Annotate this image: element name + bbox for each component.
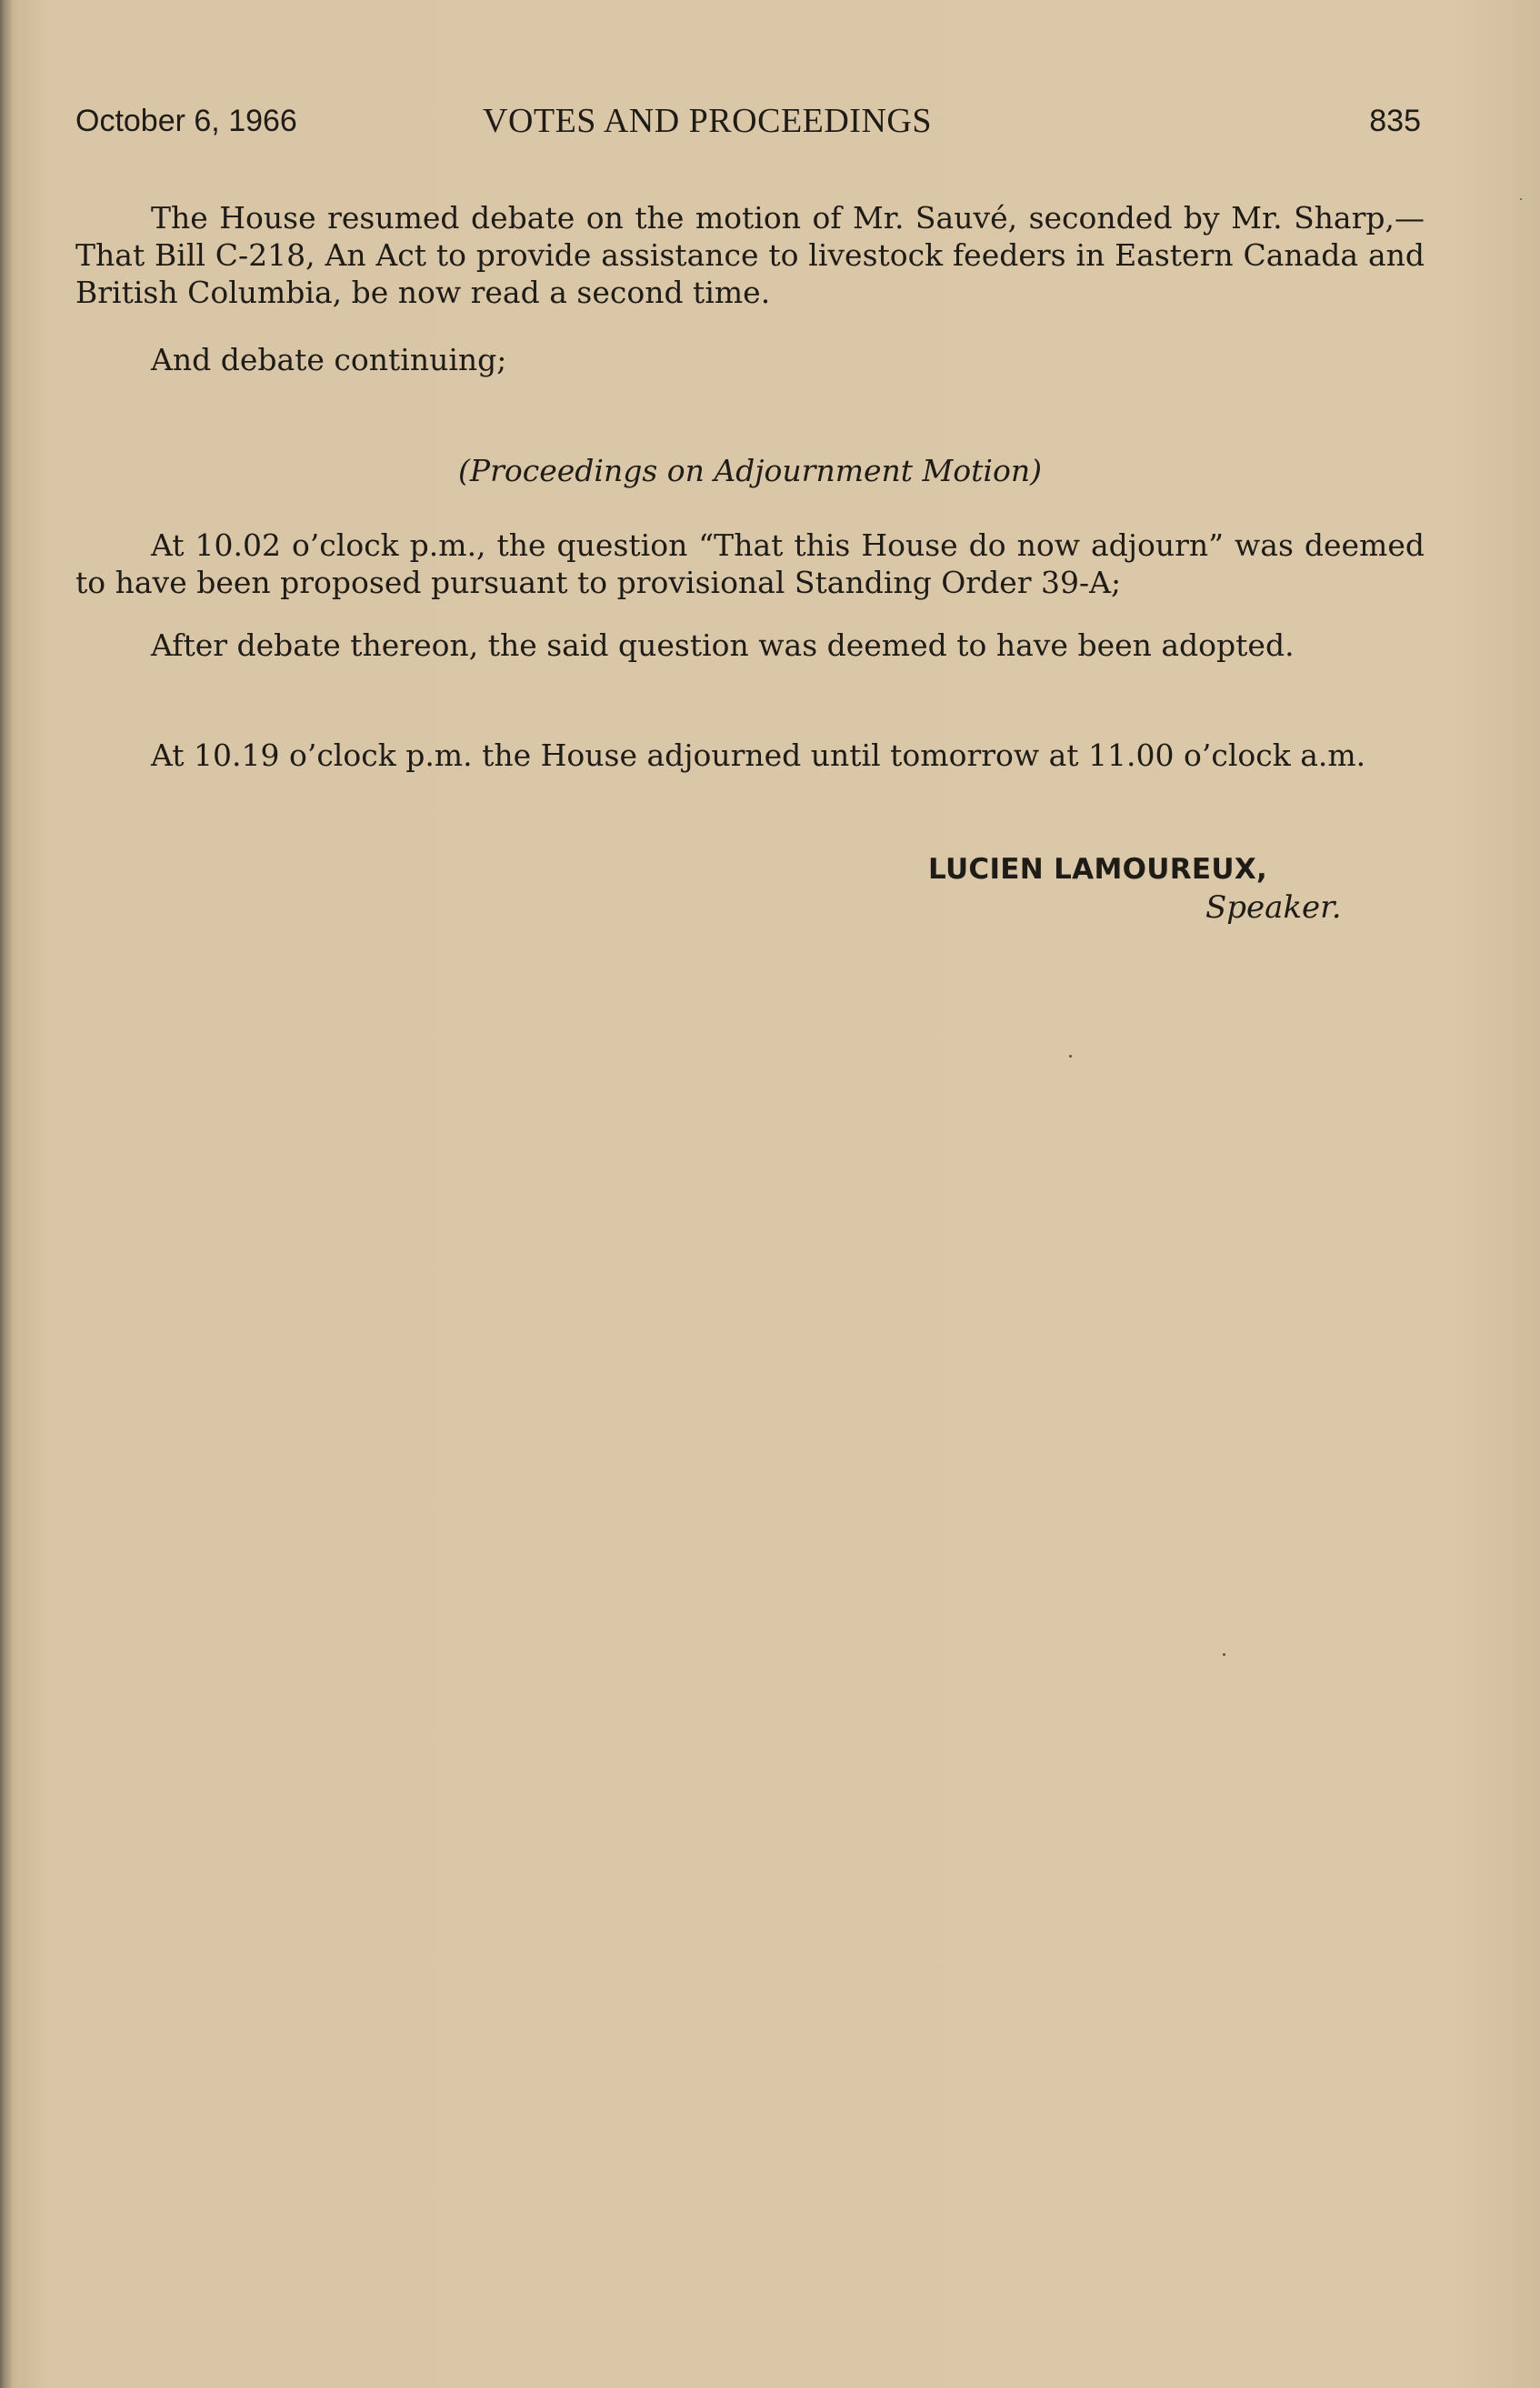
- paragraph-debate-continuing: And debate continuing;: [151, 342, 507, 377]
- header-date: October 6, 1966: [75, 104, 297, 138]
- page-header: [75, 102, 1421, 140]
- speaker-title: Speaker.: [1205, 889, 1342, 926]
- section-heading-adjournment: (Proceedings on Adjournment Motion): [458, 453, 1042, 488]
- paragraph-motion-debate: The House resumed debate on the motion of Mr. Sauvé, seconded by Mr. Sharp,—That Bill C-218, An Act to provide assistance to livestock feeders in Eastern Canada and British Columbia, be now read a second time.: [75, 200, 1425, 310]
- paragraph-house-adjourned: At 10.19 o’clock p.m. the House adjourned until tomorrow at 11.00 o’clock a.m.: [151, 737, 1366, 773]
- page-gutter-shadow: [0, 0, 13, 2388]
- paper-speck: [1520, 198, 1522, 200]
- paper-speck: [1223, 1653, 1225, 1656]
- header-title: VOTES AND PROCEEDINGS: [483, 102, 932, 140]
- speaker-name: LUCIEN LAMOUREUX,: [928, 853, 1268, 886]
- paragraph-adjournment-question: At 10.02 o’clock p.m., the question “That this House do now adjourn” was deemed to have been proposed pursuant to provisional Standing Order 39-A;: [75, 527, 1425, 600]
- signature-block: [928, 851, 1365, 928]
- page-number: 835: [1369, 104, 1421, 138]
- paragraph-question-adopted: After debate thereon, the said question was deemed to have been adopted.: [151, 627, 1295, 663]
- paper-speck: [1069, 1055, 1072, 1058]
